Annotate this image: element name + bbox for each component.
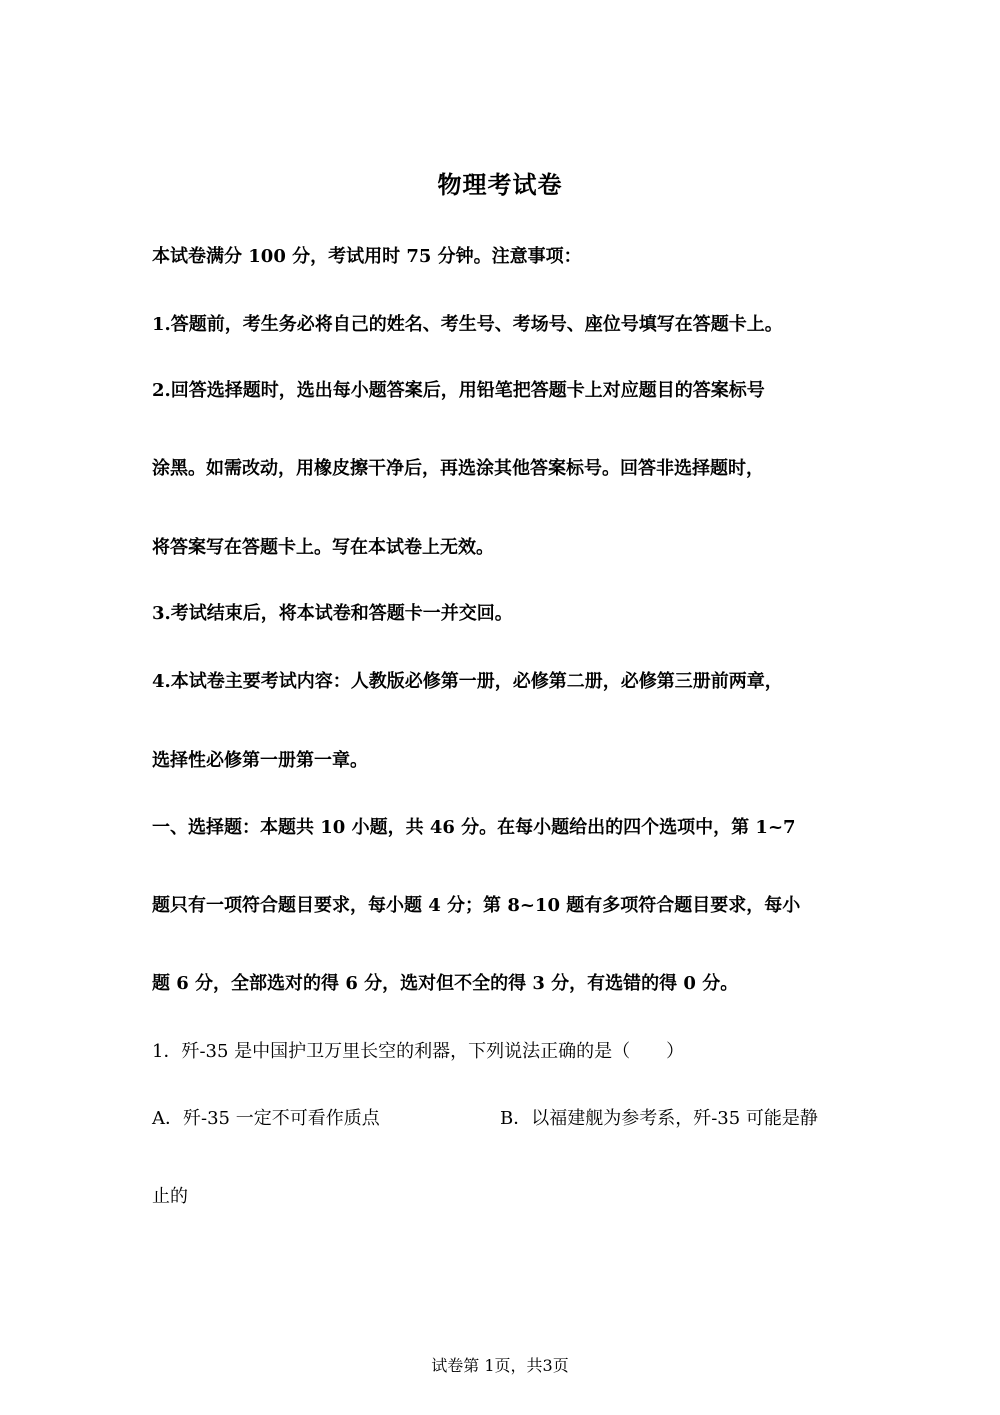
notice-item-2-line-3: 将答案写在答题卡上。写在本试卷上无效。 xyxy=(152,537,494,558)
notice-item-4-line-2: 选择性必修第一册第一章。 xyxy=(152,750,368,771)
page-footer: 试卷第 1页，共3页 xyxy=(431,1356,569,1375)
question-1-option-b-line-1: B．以福建舰为参考系，歼-35 可能是静 xyxy=(500,1108,818,1129)
section-1-header-line-2: 题只有一项符合题目要求，每小题 4 分；第 8~10 题有多项符合题目要求，每小 xyxy=(152,895,801,916)
notice-intro: 本试卷满分 100 分，考试用时 75 分钟。注意事项： xyxy=(152,246,582,267)
notice-item-2-line-1: 2.回答选择题时，选出每小题答案后，用铅笔把答题卡上对应题目的答案标号 xyxy=(152,380,765,401)
page-title: 物理考试卷 xyxy=(437,170,563,199)
question-1-stem: 1．歼-35 是中国护卫万里长空的利器，下列说法正确的是（ ） xyxy=(152,1041,685,1062)
question-1-option-b-line-2: 止的 xyxy=(152,1186,188,1207)
notice-item-4-line-1: 4.本试卷主要考试内容：人教版必修第一册，必修第二册，必修第三册前两章， xyxy=(152,671,783,692)
notice-item-1: 1.答题前，考生务必将自己的姓名、考生号、考场号、座位号填写在答题卡上。 xyxy=(152,314,783,335)
notice-item-3: 3.考试结束后，将本试卷和答题卡一并交回。 xyxy=(152,603,513,624)
question-1-option-a: A．歼-35 一定不可看作质点 xyxy=(152,1108,380,1129)
section-1-header-line-1: 一、选择题：本题共 10 小题，共 46 分。在每小题给出的四个选项中，第 1~7 xyxy=(152,817,796,838)
notice-item-2-line-2: 涂黑。如需改动，用橡皮擦干净后，再选涂其他答案标号。回答非选择题时， xyxy=(152,458,764,479)
section-1-header-line-3: 题 6 分，全部选对的得 6 分，选对但不全的得 3 分，有选错的得 0 分。 xyxy=(152,973,739,994)
